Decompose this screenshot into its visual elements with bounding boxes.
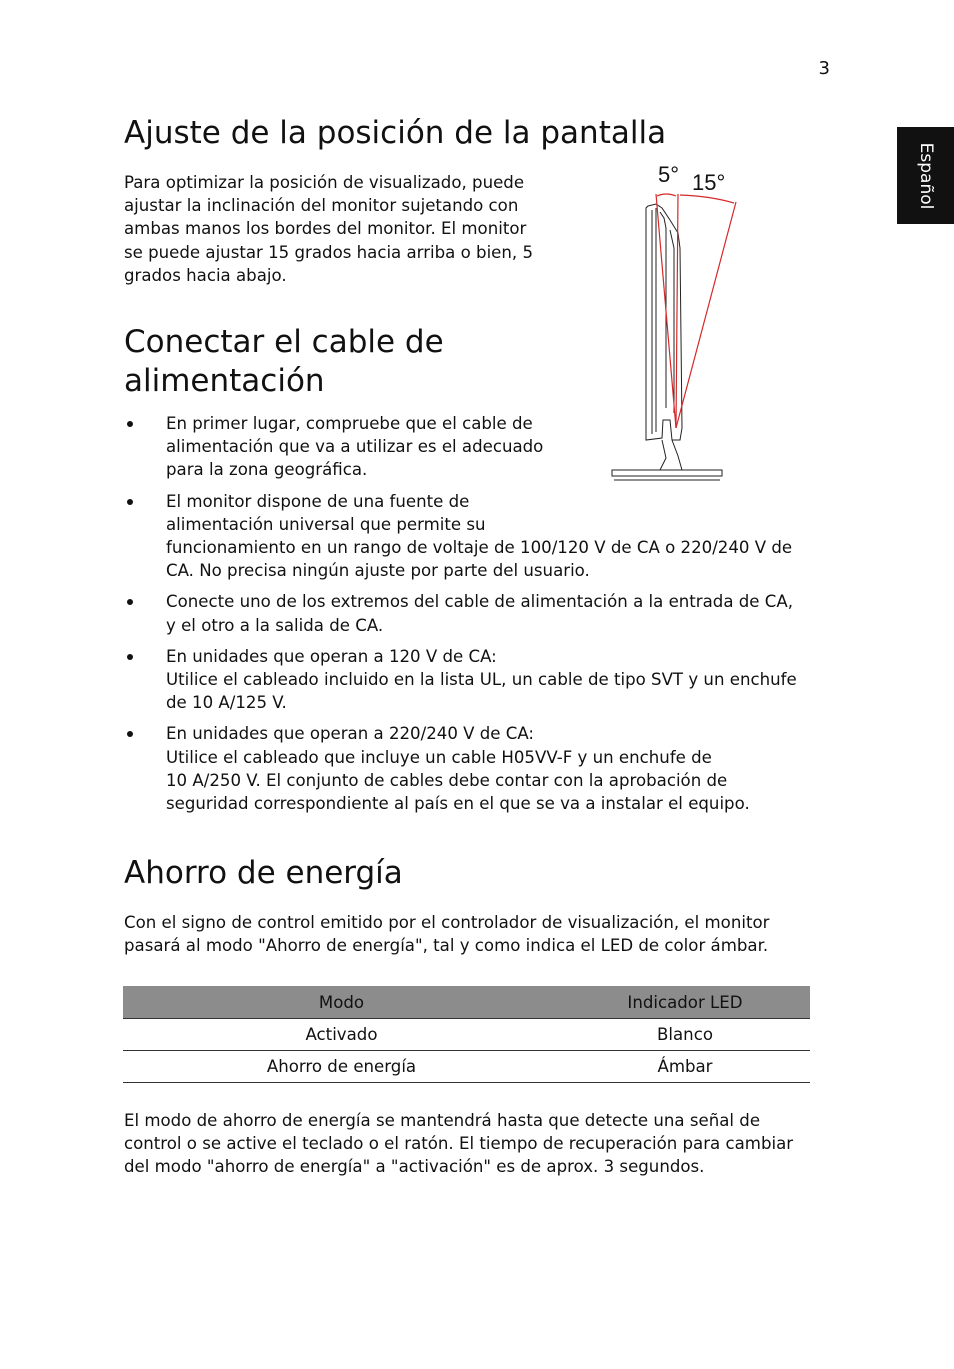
table-cell-mode: Activado: [123, 1019, 560, 1051]
section-title-power-saving: Ahorro de energía: [124, 855, 403, 891]
table-row: [123, 1051, 810, 1083]
list-item: [124, 490, 824, 583]
bullet-line: seguridad correspondiente al país en el que se va a instalar el equipo.: [166, 794, 750, 814]
paragraph-line: se puede ajustar 15 grados hacia arriba o bien, 5: [124, 242, 534, 262]
title-line: alimentación: [124, 363, 325, 399]
bullet-line: y el otro a la salida de CA.: [166, 615, 384, 635]
bullet-line: En primer lugar, compruebe que el cable de: [166, 414, 533, 433]
screen-position-paragraph: [124, 171, 554, 287]
power-cable-list: [124, 412, 824, 815]
table-cell-mode: Ahorro de energía: [123, 1051, 560, 1083]
table-cell-led: Ámbar: [560, 1051, 810, 1083]
column-header-led: Indicador LED: [560, 986, 810, 1019]
paragraph-line: Para optimizar la posición de visualizado, puede: [124, 173, 525, 192]
bullet-line: CA. No precisa ningún ajuste por parte del usuario.: [166, 561, 590, 581]
title-line: Conectar el cable de: [124, 324, 444, 360]
paragraph-line: ajustar la inclinación del monitor sujetando con: [124, 196, 519, 216]
tilt-15-line: [676, 202, 736, 428]
tilt-5-arc: [657, 194, 676, 196]
page-number: 3: [818, 58, 830, 79]
bullet-line: El monitor dispone de una fuente de: [166, 491, 470, 511]
bullet-line: 10 A/250 V. El conjunto de cables debe contar con la aprobación de: [166, 770, 728, 790]
list-item: [124, 590, 824, 636]
paragraph-line: pasará al modo "Ahorro de energía", tal y como indica el LED de color ámbar.: [124, 936, 769, 956]
section-title-power-cable: [124, 323, 444, 401]
paragraph-line: control o se active el teclado o el ratón. El tiempo de recuperación para cambiar: [124, 1134, 794, 1154]
led-indicator-table: [123, 986, 810, 1083]
bullet-line: alimentación que va a utilizar es el adecuado: [166, 437, 544, 457]
tilt-vertical-line: [676, 194, 678, 428]
power-saving-intro: [124, 911, 824, 957]
tilt-15-arc: [680, 195, 734, 203]
tilt-down-label: 5°: [658, 162, 680, 187]
table-cell-led: Blanco: [560, 1019, 810, 1051]
list-item: [124, 645, 824, 715]
paragraph-line: Con el signo de control emitido por el controlador de visualización, el monitor: [124, 913, 770, 932]
bullet-line: Conecte uno de los extremos del cable de alimentación a la entrada de CA,: [166, 592, 794, 612]
list-item: [124, 722, 824, 815]
bullet-line: En unidades que operan a 220/240 V de CA:: [166, 724, 535, 744]
bullet-line: En unidades que operan a 120 V de CA:: [166, 646, 497, 666]
bullet-line: alimentación universal que permite su: [166, 514, 486, 534]
bullet-line: Utilice el cableado que incluye un cable H05VV-F y un enchufe de: [166, 747, 712, 767]
bullet-line: funcionamiento en un rango de voltaje de 100/120 V de CA o 220/240 V de: [166, 538, 793, 558]
paragraph-line: El modo de ahorro de energía se mantendrá hasta que detecte una señal de: [124, 1111, 761, 1130]
tilt-up-label: 15°: [692, 170, 726, 195]
power-saving-outro: [124, 1109, 824, 1179]
bullet-line: Utilice el cableado incluido en la lista UL, un cable de tipo SVT y un enchufe: [166, 670, 797, 690]
paragraph-line: grados hacia abajo.: [124, 265, 287, 285]
monitor-back-line: [660, 212, 666, 408]
bullet-line: de 10 A/125 V.: [166, 693, 287, 713]
table-row: [123, 1019, 810, 1051]
language-tab: [897, 127, 954, 224]
language-tab-label: Español: [915, 142, 936, 209]
section-title-screen-position: Ajuste de la posición de la pantalla: [124, 115, 667, 151]
paragraph-line: ambas manos los bordes del monitor. El monitor: [124, 219, 527, 239]
bullet-line: para la zona geográfica.: [166, 460, 368, 480]
list-item: [124, 412, 824, 482]
table-header-row: [123, 986, 810, 1019]
paragraph-line: del modo "ahorro de energía" a "activación" es de aprox. 3 segundos.: [124, 1157, 705, 1177]
column-header-mode: Modo: [123, 986, 560, 1019]
